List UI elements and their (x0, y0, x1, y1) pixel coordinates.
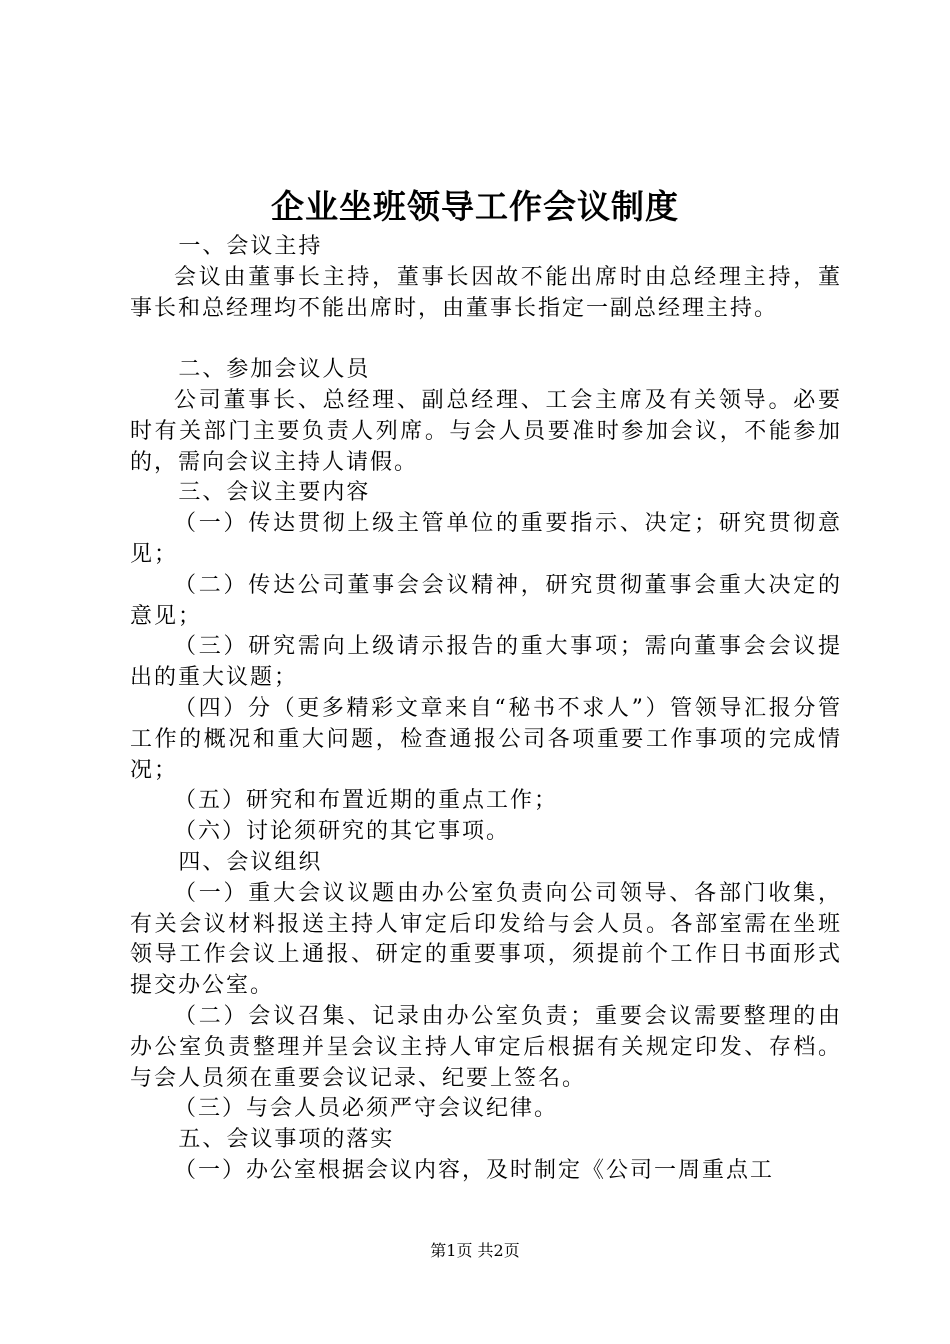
paragraph: 公司董事长、总经理、副总经理、工会主席及有关领导。必要时有关部门主要负责人列席。与会人员要准时参加会议，不能参加的，需向会议主持人请假。 (130, 387, 842, 475)
list-item: （三）与会人员必须严守会议纪律。 (174, 1096, 559, 1122)
list-item: （六）讨论须研究的其它事项。 (174, 819, 511, 845)
section-heading-1: 一、会议主持 (178, 234, 323, 259)
document-title: 企业坐班领导工作会议制度 (271, 187, 679, 226)
list-item: （三）研究需向上级请示报告的重大事项；需向董事会会议提出的重大议题； (130, 634, 842, 691)
list-item: （五）研究和布置近期的重点工作； (174, 788, 559, 814)
section-heading-3: 三、会议主要内容 (178, 480, 371, 506)
section-heading-5: 五、会议事项的落实 (178, 1127, 395, 1153)
document-body (130, 232, 842, 1187)
section-heading-4: 四、会议组织 (178, 849, 323, 875)
section-heading-2: 二、参加会议人员 (178, 357, 371, 383)
list-item: （二）会议召集、记录由办公室负责；重要会议需要整理的由办公室负责整理并呈会议主持人审定后根据有关规定印发、存档。与会人员须在重要会议记录、纪要上签名。 (130, 1003, 842, 1091)
list-item: （一）重大会议议题由办公室负责向公司领导、各部门收集，有关会议材料报送主持人审定后印发给与会人员。各部室需在坐班领导工作会议上通报、研定的重要事项，须提前个工作日书面形式提交办公室。 (130, 880, 842, 999)
list-item: （一）传达贯彻上级主管单位的重要指示、决定；研究贯彻意见； (130, 511, 842, 567)
list-item: （四）分（更多精彩文章来自“秘书不求人”）管领导汇报分管工作的概况和重大问题，检查通报公司各项重要工作事项的完成情况； (130, 695, 842, 783)
page-number-footer: 第1页 共2页 (430, 1241, 520, 1260)
list-item: （一）办公室根据会议内容，及时制定《公司一周重点工 (174, 1157, 775, 1183)
paragraph: 会议由董事长主持，董事长因故不能出席时由总经理主持，董事长和总经理均不能出席时，由董事长指定一副总经理主持。 (130, 264, 842, 321)
list-item: （二）传达公司董事会会议精神，研究贯彻董事会重大决定的意见； (130, 572, 842, 629)
